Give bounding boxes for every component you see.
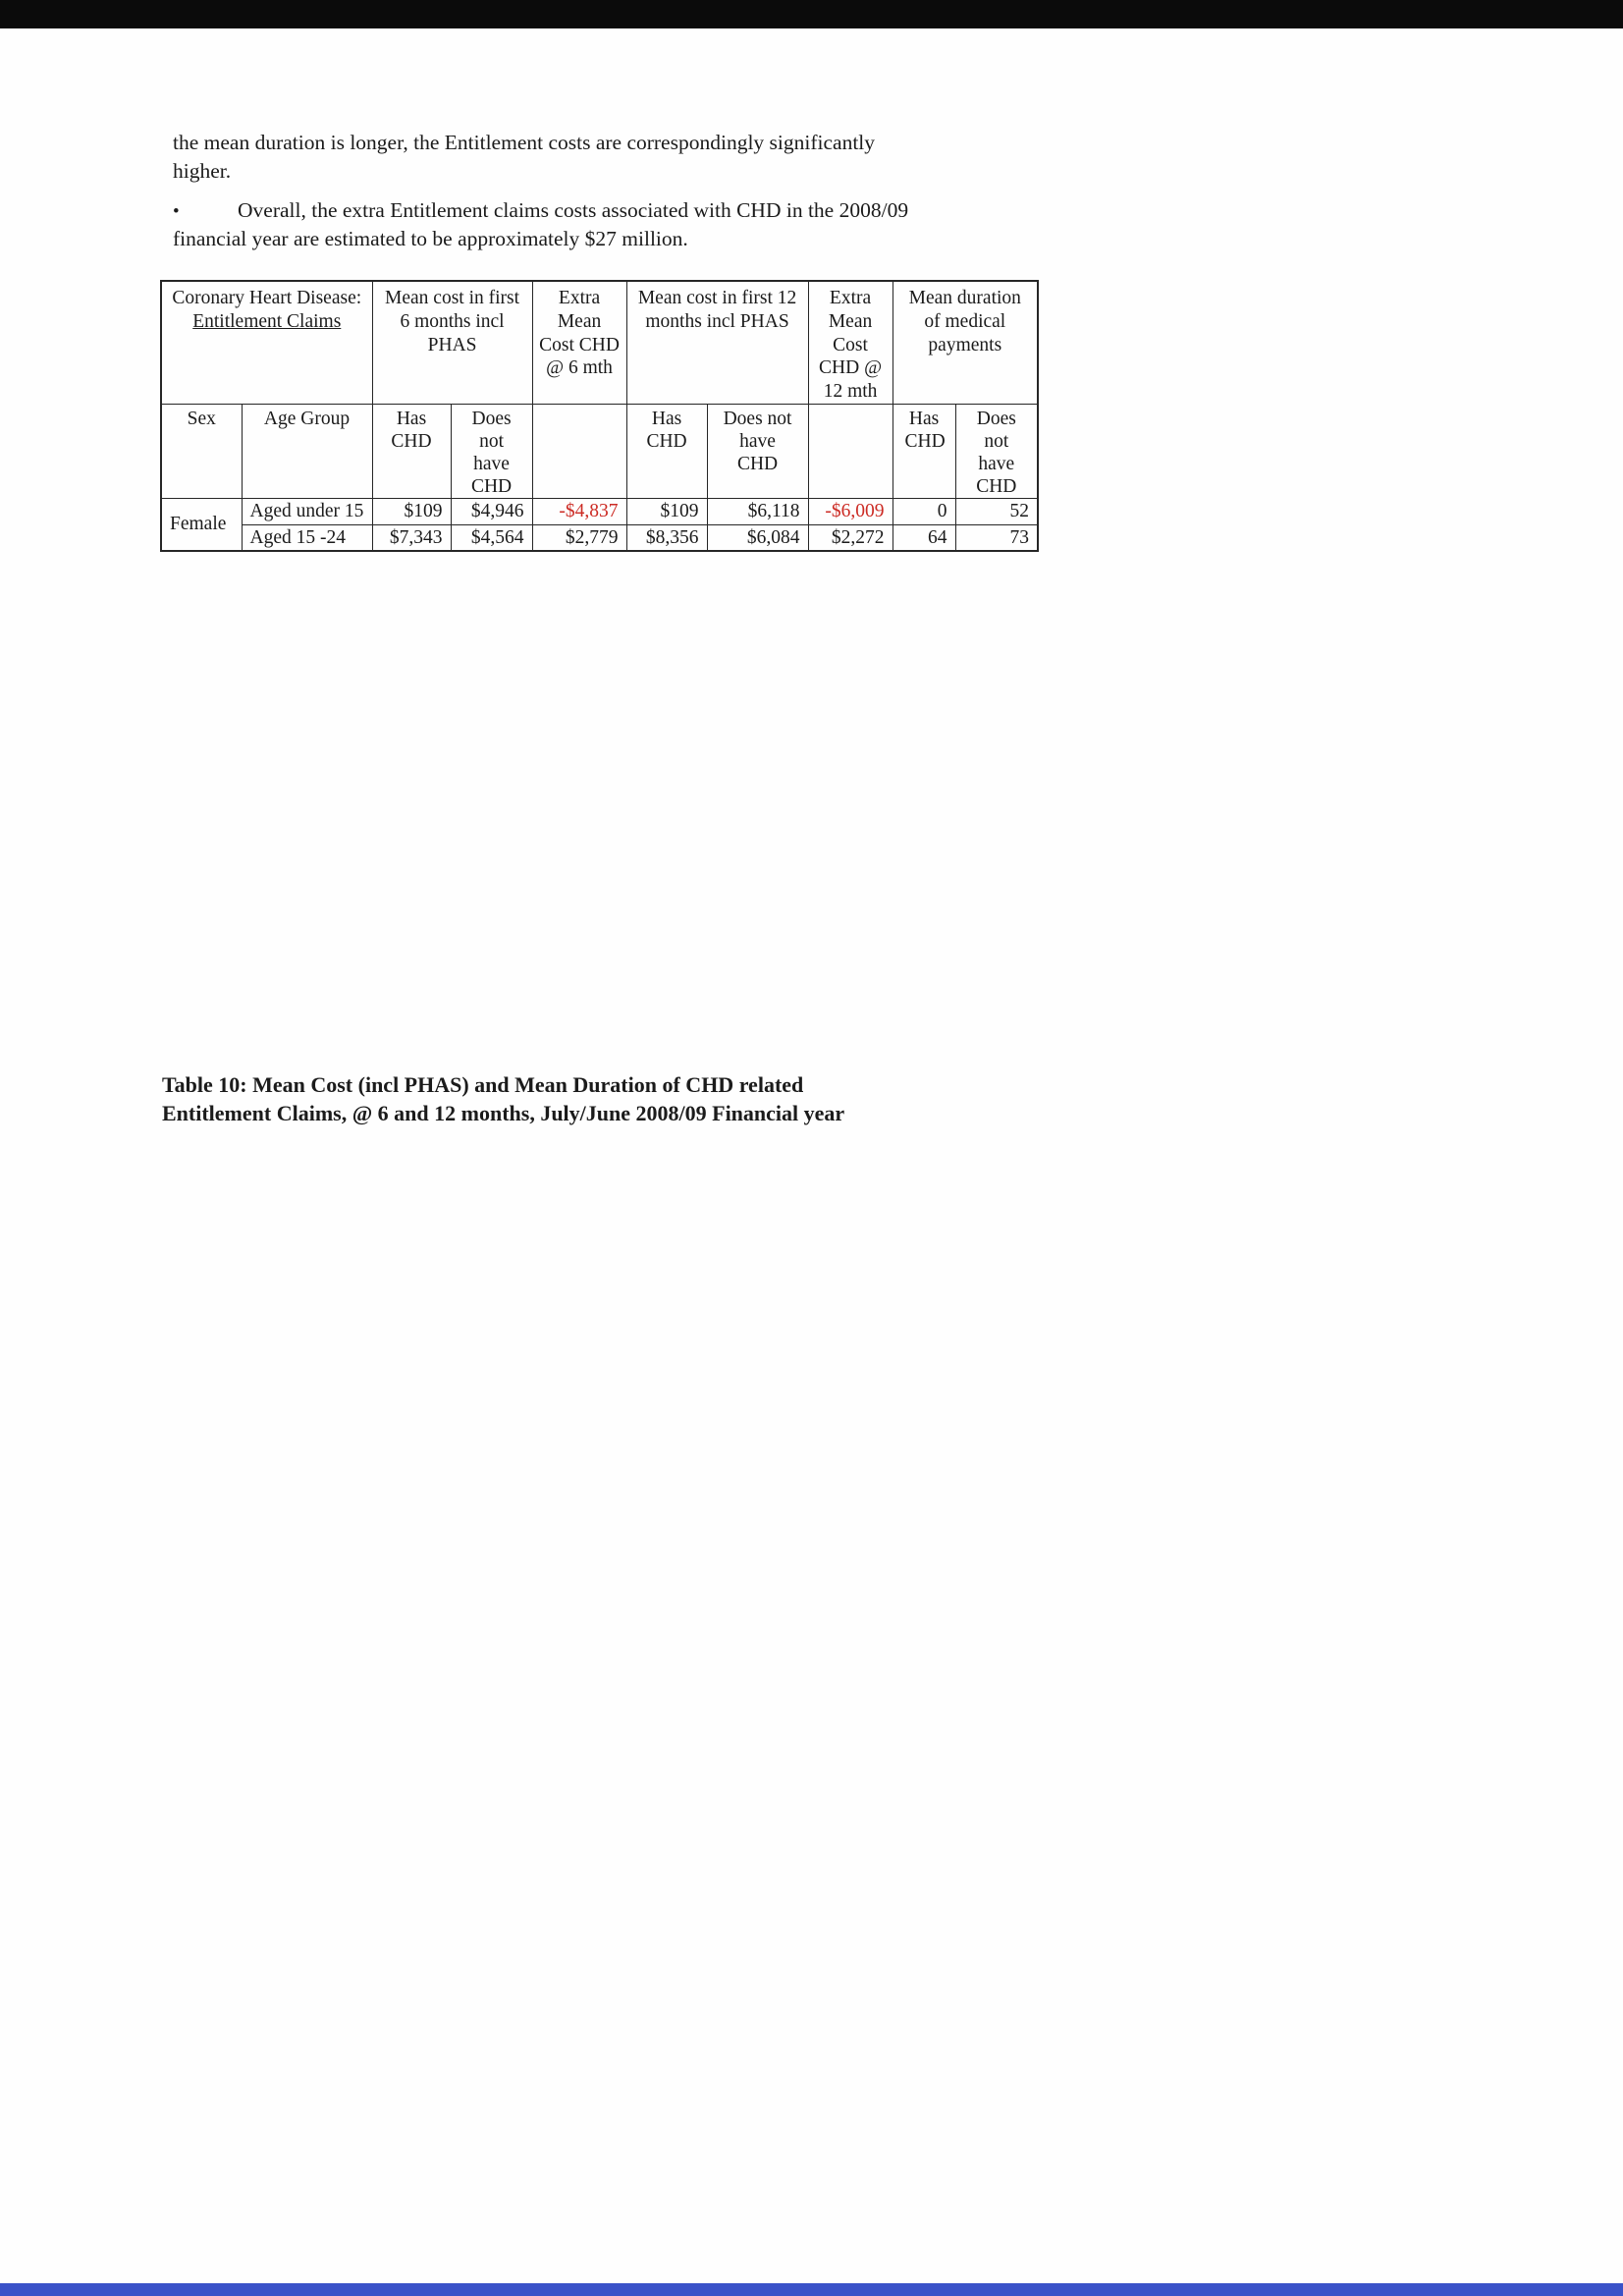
cell-extra12: $2,272	[808, 524, 893, 551]
intro-paragraph: the mean duration is longer, the Entitlement costs are correspondingly significantly higher.	[173, 131, 876, 183]
header-mean-cost-12mo: Mean cost in first 12 months incl PHAS	[626, 281, 808, 404]
cell-extra12: -$6,009	[808, 498, 893, 524]
cell-extra6: -$4,837	[532, 498, 626, 524]
table-title-line2: Entitlement Claims	[192, 310, 342, 332]
table-title-cell	[161, 281, 372, 404]
subheader-has-chd-6mo: Has CHD	[372, 404, 451, 498]
cell-age-group: Aged 15 -24	[242, 524, 372, 551]
cell-cost6-not: $4,946	[451, 498, 532, 524]
subheader-no-chd-6mo: Does not have CHD	[451, 404, 532, 498]
cell-cost12-not: $6,084	[707, 524, 808, 551]
cell-cost6-has: $7,343	[372, 524, 451, 551]
table-title-line1: Coronary Heart Disease:	[172, 288, 362, 308]
subheader-blank-extra-12mo	[808, 404, 893, 498]
header-extra-mean-cost-12mo: Extra Mean Cost CHD @ 12 mth	[808, 281, 893, 404]
cell-cost12-has: $8,356	[626, 524, 707, 551]
header-mean-cost-6mo: Mean cost in first 6 months incl PHAS	[372, 281, 532, 404]
header-mean-duration: Mean duration of medical payments	[893, 281, 1038, 404]
cell-age-group: Aged under 15	[242, 498, 372, 524]
cell-duration-has: 0	[893, 498, 955, 524]
table-caption: Table 10: Mean Cost (incl PHAS) and Mean Duration of CHD related Entitlement Claims, @ 6 and 12 months, July/June 2008/09 Financial year	[162, 1072, 845, 1126]
table-group-header-row	[161, 281, 1038, 404]
scan-top-black-bar	[0, 0, 1623, 28]
scan-bottom-blue-bar	[0, 2283, 1623, 2296]
subheader-has-chd-duration: Has CHD	[893, 404, 955, 498]
cell-duration-not: 73	[955, 524, 1038, 551]
cell-duration-not: 52	[955, 498, 1038, 524]
table-sub-header-row	[161, 404, 1038, 498]
cell-cost12-not: $6,118	[707, 498, 808, 524]
subheader-has-chd-12mo: Has CHD	[626, 404, 707, 498]
cell-sex: Female	[161, 498, 242, 551]
header-extra-mean-cost-6mo: Extra Mean Cost CHD @ 6 mth	[532, 281, 626, 404]
bullet-text: Overall, the extra Entitlement claims costs associated with CHD in the 2008/09 financial year are estimated to be approximately $27 million.	[173, 198, 909, 250]
subheader-sex: Sex	[161, 404, 242, 498]
cell-extra6: $2,779	[532, 524, 626, 551]
cell-cost6-not: $4,564	[451, 524, 532, 551]
bullet-paragraph	[173, 196, 921, 253]
table-row	[161, 524, 1038, 551]
cell-cost12-has: $109	[626, 498, 707, 524]
cell-duration-has: 64	[893, 524, 955, 551]
chd-entitlement-cost-table	[160, 280, 1039, 552]
table-row	[161, 498, 1038, 524]
subheader-age-group: Age Group	[242, 404, 372, 498]
subheader-blank-extra-6mo	[532, 404, 626, 498]
bullet-marker: •	[173, 201, 180, 222]
subheader-no-chd-12mo: Does not have CHD	[707, 404, 808, 498]
cell-cost6-has: $109	[372, 498, 451, 524]
subheader-no-chd-duration: Does not have CHD	[955, 404, 1038, 498]
